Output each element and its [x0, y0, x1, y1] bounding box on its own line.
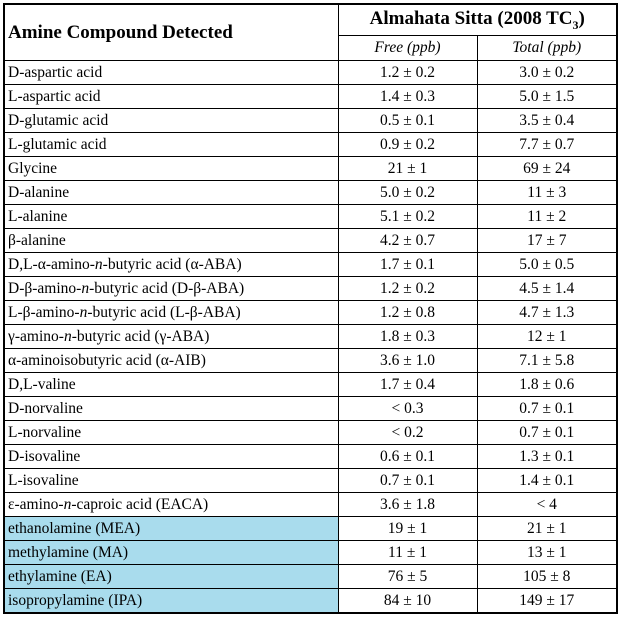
- table-row: [4, 541, 617, 565]
- free-ppb-header: Free (ppb): [338, 36, 477, 61]
- free-value-cell: 5.0 ± 0.2: [338, 181, 477, 205]
- free-value-cell: 3.6 ± 1.0: [338, 349, 477, 373]
- total-value-cell: 21 ± 1: [477, 517, 617, 541]
- total-value-cell: 12 ± 1: [477, 325, 617, 349]
- free-value-cell: 5.1 ± 0.2: [338, 205, 477, 229]
- table-row: [4, 229, 617, 253]
- total-value-cell: 5.0 ± 0.5: [477, 253, 617, 277]
- free-value-cell: 0.6 ± 0.1: [338, 445, 477, 469]
- table-row: [4, 85, 617, 109]
- compound-column-header: Amine Compound Detected: [4, 4, 338, 61]
- free-value-cell: 11 ± 1: [338, 541, 477, 565]
- total-value-cell: 7.1 ± 5.8: [477, 349, 617, 373]
- total-value-cell: 17 ± 7: [477, 229, 617, 253]
- total-value-cell: 3.5 ± 0.4: [477, 109, 617, 133]
- table-row: [4, 157, 617, 181]
- total-value-cell: 1.3 ± 0.1: [477, 445, 617, 469]
- table-row: [4, 205, 617, 229]
- compound-name-cell: D-glutamic acid: [4, 109, 338, 133]
- compound-name-cell: D,L-valine: [4, 373, 338, 397]
- total-value-cell: 3.0 ± 0.2: [477, 61, 617, 85]
- compound-name-cell: L-alanine: [4, 205, 338, 229]
- total-value-cell: 4.5 ± 1.4: [477, 277, 617, 301]
- total-value-cell: 7.7 ± 0.7: [477, 133, 617, 157]
- compound-name-cell: D-isovaline: [4, 445, 338, 469]
- free-value-cell: 1.7 ± 0.1: [338, 253, 477, 277]
- compound-name-cell: L-β-amino-n-butyric acid (L-β-ABA): [4, 301, 338, 325]
- free-value-cell: 0.5 ± 0.1: [338, 109, 477, 133]
- compound-name-cell: α-aminoisobutyric acid (α-AIB): [4, 349, 338, 373]
- table-row: [4, 565, 617, 589]
- compound-name-cell: ethylamine (EA): [4, 565, 338, 589]
- compound-name-cell: methylamine (MA): [4, 541, 338, 565]
- free-value-cell: 1.7 ± 0.4: [338, 373, 477, 397]
- free-value-cell: 1.4 ± 0.3: [338, 85, 477, 109]
- free-value-cell: 19 ± 1: [338, 517, 477, 541]
- sample-subscript: 3: [572, 17, 579, 32]
- table-row: [4, 397, 617, 421]
- table-row: [4, 493, 617, 517]
- total-value-cell: 5.0 ± 1.5: [477, 85, 617, 109]
- compound-name-cell: ε-amino-n-caproic acid (EACA): [4, 493, 338, 517]
- table-row: [4, 325, 617, 349]
- table-row: [4, 349, 617, 373]
- total-ppb-header: Total (ppb): [477, 36, 617, 61]
- sample-header: [338, 4, 617, 36]
- table-row: [4, 133, 617, 157]
- table-body: [4, 61, 617, 614]
- compound-name-cell: isopropylamine (IPA): [4, 589, 338, 614]
- table-row: [4, 445, 617, 469]
- total-value-cell: 11 ± 3: [477, 181, 617, 205]
- free-value-cell: 0.9 ± 0.2: [338, 133, 477, 157]
- compound-name-cell: L-glutamic acid: [4, 133, 338, 157]
- total-value-cell: 11 ± 2: [477, 205, 617, 229]
- free-value-cell: < 0.2: [338, 421, 477, 445]
- compound-name-cell: γ-amino-n-butyric acid (γ-ABA): [4, 325, 338, 349]
- free-value-cell: < 0.3: [338, 397, 477, 421]
- total-value-cell: 4.7 ± 1.3: [477, 301, 617, 325]
- sample-name: Almahata Sitta (2008 TC: [369, 7, 573, 29]
- free-value-cell: 1.2 ± 0.8: [338, 301, 477, 325]
- free-value-cell: 1.2 ± 0.2: [338, 61, 477, 85]
- amine-compound-table: [3, 3, 618, 614]
- free-value-cell: 4.2 ± 0.7: [338, 229, 477, 253]
- compound-name-cell: D-aspartic acid: [4, 61, 338, 85]
- free-value-cell: 21 ± 1: [338, 157, 477, 181]
- table-row: [4, 421, 617, 445]
- total-value-cell: 1.4 ± 0.1: [477, 469, 617, 493]
- table-row: [4, 301, 617, 325]
- compound-name-cell: D-norvaline: [4, 397, 338, 421]
- compound-name-cell: D-β-amino-n-butyric acid (D-β-ABA): [4, 277, 338, 301]
- total-value-cell: < 4: [477, 493, 617, 517]
- table-row: [4, 109, 617, 133]
- compound-name-cell: ethanolamine (MEA): [4, 517, 338, 541]
- header-row: [4, 4, 617, 36]
- compound-name-cell: L-isovaline: [4, 469, 338, 493]
- free-value-cell: 76 ± 5: [338, 565, 477, 589]
- free-value-cell: 1.8 ± 0.3: [338, 325, 477, 349]
- table-row: [4, 589, 617, 614]
- free-value-cell: 84 ± 10: [338, 589, 477, 614]
- total-value-cell: 149 ± 17: [477, 589, 617, 614]
- table-row: [4, 61, 617, 85]
- total-value-cell: 13 ± 1: [477, 541, 617, 565]
- free-value-cell: 1.2 ± 0.2: [338, 277, 477, 301]
- table-row: [4, 373, 617, 397]
- compound-name-cell: D-alanine: [4, 181, 338, 205]
- compound-name-cell: D,L-α-amino-n-butyric acid (α-ABA): [4, 253, 338, 277]
- total-value-cell: 105 ± 8: [477, 565, 617, 589]
- compound-name-cell: L-norvaline: [4, 421, 338, 445]
- table-row: [4, 253, 617, 277]
- compound-name-cell: L-aspartic acid: [4, 85, 338, 109]
- table-row: [4, 277, 617, 301]
- table-row: [4, 517, 617, 541]
- compound-name-cell: β-alanine: [4, 229, 338, 253]
- table-row: [4, 181, 617, 205]
- total-value-cell: 0.7 ± 0.1: [477, 397, 617, 421]
- table-row: [4, 469, 617, 493]
- free-value-cell: 3.6 ± 1.8: [338, 493, 477, 517]
- total-value-cell: 1.8 ± 0.6: [477, 373, 617, 397]
- free-value-cell: 0.7 ± 0.1: [338, 469, 477, 493]
- sample-suffix: ): [578, 7, 585, 29]
- total-value-cell: 69 ± 24: [477, 157, 617, 181]
- total-value-cell: 0.7 ± 0.1: [477, 421, 617, 445]
- compound-name-cell: Glycine: [4, 157, 338, 181]
